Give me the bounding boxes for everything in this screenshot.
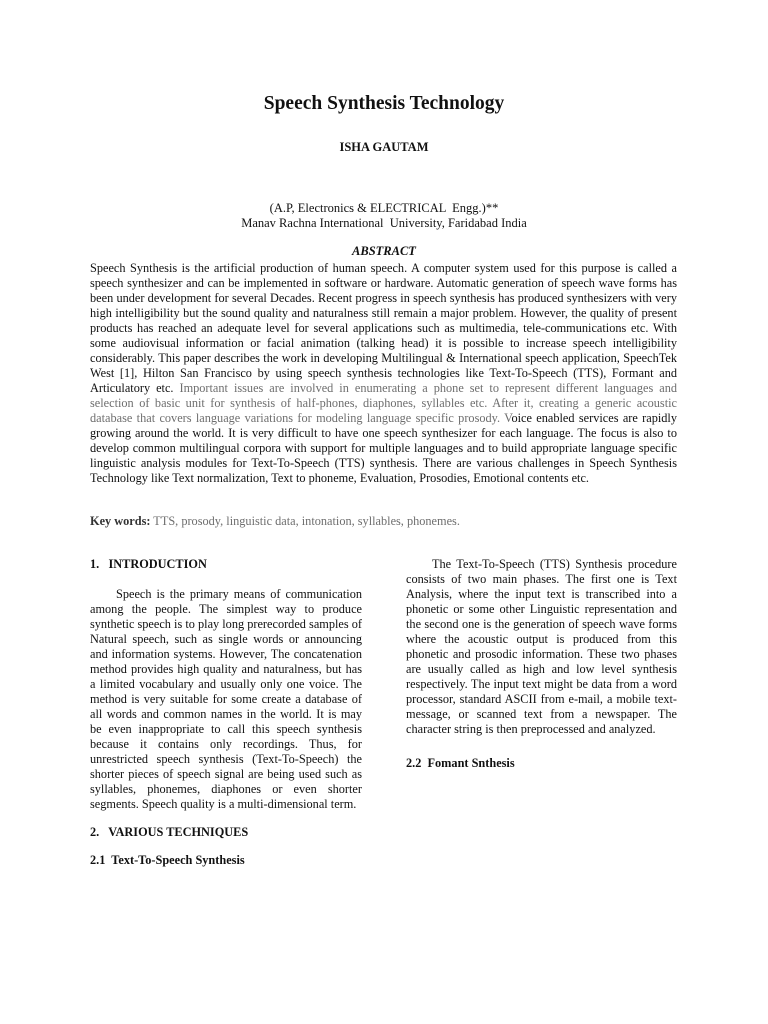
abstract-text-part1: Speech Synthesis is the artificial production of human speech. A computer system used for this purpose is called a speech synthesizer and can be implemented in software or hardware. Automatic generation of speech wave forms has been under development for several Decades. Recent progress in speech synthesis has produced synthesizers with very high intelligibility but the sound quality and naturalness still remain a major problem. However, the quality of present products has reached an adequate level for several applications such as multimedia, tele-communications etc. With some audiovisual information or facial animation (talking head) it is possible to increase speech intelligibility considerably. This paper describes the work in developing Multilingual & International speech application, SpeechTek West [1], Hilton San Francisco by using speech synthesis technologies like Text-To-Speech (TTS), Formant and Articulatory etc. xyxy=(90,261,677,395)
affiliation-university: Manav Rachna International University, Faridabad India xyxy=(241,216,527,230)
introduction-heading: 1. INTRODUCTION xyxy=(90,557,207,571)
various-techniques-heading: 2. VARIOUS TECHNIQUES xyxy=(90,825,249,839)
abstract-heading: ABSTRACT xyxy=(352,244,416,258)
abstract-text xyxy=(90,261,677,486)
affiliation xyxy=(0,201,768,231)
abstract-text-part3: oice enabled services are rapidly growing around the world. It is very difficult to have one speech synthesizer for each language. The focus is also to develop common multilingual corpora with support for multiple languages and to build appropriate language specific linguistic analysis modules for Text-To-Speech (TTS) synthesis. There are various challenges in Speech Synthesis Technology like Text normalization, Text to phoneme, Evaluation, Prosodies, Emotional contents etc. xyxy=(90,411,677,485)
tts-paragraph: The Text-To-Speech (TTS) Synthesis procedure consists of two main phases. The first one is Text Analysis, where the input text is transcribed into a phonetic or some other Linguistic representation and the second one is the generation of speech wave forms where the acoustic output is produced from this phonetic and prosodic information. These two phases are usually called as high and low level synthesis respectively. The input text might be data from a word processor, standard ASCII from e-mail, a mobile text-message, or scanned text from a newspaper. The character string is then preprocessed and analyzed. xyxy=(406,557,677,736)
tts-synthesis-heading: 2.1 Text-To-Speech Synthesis xyxy=(90,853,245,867)
left-column xyxy=(90,557,362,868)
keywords-values: TTS, prosody, linguistic data, intonation, syllables, phonemes. xyxy=(150,514,460,528)
author-name: ISHA GAUTAM xyxy=(339,140,429,154)
introduction-paragraph: Speech is the primary means of communication among the people. The simplest way to produce synthetic speech is to play long prerecorded samples of Natural speech, such as single words or announcing and information systems. However, The concatenation method provides high quality and naturalness, but has a limited vocabulary and usually only one voice. The method is very suitable for some create a database of all words and common names in the world. It is may be even inappropriate to call this speech synthesis because it contains only recordings. Thus, for unrestricted speech synthesis (Text-To-Speech) the shorter pieces of speech signal are being used such as syllables, phonemes, diaphones or even shorter segments. Speech quality is a multi-dimensional term. xyxy=(90,587,362,811)
abstract-text-part2: Important issues are involved in enumerating a phone set to represent different languages and selection of basic unit for synthesis of half-phones, diaphones, syllables etc. After it, creating a generic acoustic database that covers language variations for modeling language specific prosody. V xyxy=(90,381,677,425)
paper-title: Speech Synthesis Technology xyxy=(263,93,505,114)
affiliation-department: (A.P, Electronics & ELECTRICAL Engg.)** xyxy=(269,201,499,215)
keywords-label: Key words: xyxy=(90,514,151,528)
keywords xyxy=(90,514,677,529)
right-column xyxy=(406,557,677,771)
formant-synthesis-heading: 2.2 Fomant Snthesis xyxy=(406,756,515,770)
